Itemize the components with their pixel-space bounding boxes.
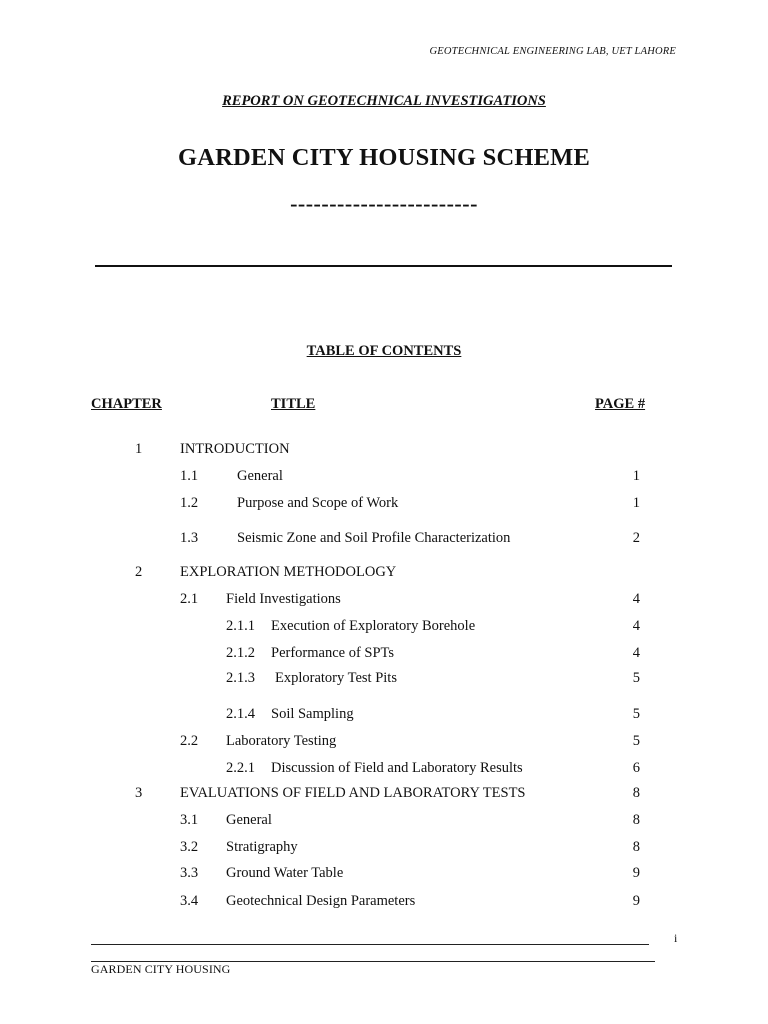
- toc-entry-title: INTRODUCTION: [180, 441, 290, 457]
- toc-column-chapter: CHAPTER: [91, 396, 162, 412]
- toc-entry-title: Ground Water Table: [226, 865, 344, 881]
- toc-entry-number: 2: [135, 564, 143, 580]
- toc-entry-number: 3.2: [180, 839, 199, 855]
- toc-entry-title: EVALUATIONS OF FIELD AND LABORATORY TESTS: [180, 785, 526, 801]
- toc-entry-title: Soil Sampling: [271, 706, 354, 722]
- toc-entry-number: 2.1.4: [226, 706, 255, 722]
- toc-entry-page: 8: [632, 839, 640, 855]
- toc-entry-number: 3.3: [180, 865, 199, 881]
- toc-entry-title: Stratigraphy: [226, 839, 298, 855]
- toc-entry-page: 1: [632, 468, 640, 484]
- toc-entry-number: 3.4: [180, 893, 199, 909]
- toc-column-page: PAGE #: [595, 396, 646, 412]
- toc-entry[interactable]: [0, 643, 768, 663]
- toc-entry[interactable]: [0, 616, 768, 636]
- toc-entry[interactable]: [0, 589, 768, 609]
- page-number: i: [674, 931, 678, 945]
- toc-entry-title: Seismic Zone and Soil Profile Characterization: [237, 530, 511, 546]
- toc-entry-number: 3: [135, 785, 143, 801]
- toc-entry[interactable]: [0, 704, 768, 724]
- toc-entry-number: 2.2.1: [226, 760, 255, 776]
- toc-entry-page: 8: [632, 785, 640, 801]
- toc-entry-page: 8: [632, 812, 640, 828]
- title-divider-line: [95, 265, 672, 267]
- toc-entry-page: 1: [632, 495, 640, 511]
- toc-entry-title: Discussion of Field and Laboratory Results: [271, 760, 523, 776]
- toc-heading: TABLE OF CONTENTS: [306, 343, 462, 359]
- toc-entry-title: Field Investigations: [226, 591, 341, 607]
- toc-entry-number: 1: [135, 441, 143, 457]
- toc-entry-title: Performance of SPTs: [271, 645, 395, 661]
- toc-entry-title: Execution of Exploratory Borehole: [271, 618, 476, 634]
- toc-entry[interactable]: [0, 466, 768, 486]
- toc-entry[interactable]: [0, 731, 768, 751]
- toc-column-title: TITLE: [271, 396, 316, 412]
- toc-entry-number: 2.1.3: [226, 670, 255, 686]
- footer-rule-upper: [91, 944, 649, 945]
- toc-entry[interactable]: [0, 439, 768, 459]
- toc-entry-number: 2.1.1: [226, 618, 255, 634]
- toc-entry-number: 2.1.2: [226, 645, 255, 661]
- toc-entry-title: General: [226, 812, 272, 828]
- toc-entry[interactable]: [0, 810, 768, 830]
- toc-entry-number: 3.1: [180, 812, 199, 828]
- toc-entry[interactable]: [0, 493, 768, 513]
- toc-entry-title: Laboratory Testing: [226, 733, 337, 749]
- toc-entry-page: 5: [632, 733, 640, 749]
- toc-entry-page: 4: [632, 591, 640, 607]
- footer-document-name: GARDEN CITY HOUSING: [91, 962, 231, 976]
- toc-entry-page: 5: [632, 670, 640, 686]
- toc-entry-page: 9: [632, 865, 640, 881]
- toc-entry-number: 1.3: [180, 530, 199, 546]
- toc-entry[interactable]: [0, 758, 768, 778]
- toc-entry-number: 2.1: [180, 591, 199, 607]
- toc-entry-page: 2: [632, 530, 640, 546]
- header-lab-name: GEOTECHNICAL ENGINEERING LAB, UET LAHORE: [429, 46, 676, 57]
- toc-entry[interactable]: [0, 783, 768, 803]
- toc-entry[interactable]: [0, 891, 768, 911]
- toc-entry[interactable]: [0, 863, 768, 883]
- toc-entry-title: Exploratory Test Pits: [275, 670, 397, 686]
- title-dash-separator: ------------------------: [290, 191, 478, 216]
- toc-entry-number: 1.2: [180, 495, 199, 511]
- toc-entry-page: 6: [632, 760, 640, 776]
- document-title: GARDEN CITY HOUSING SCHEME: [178, 144, 590, 171]
- toc-entry[interactable]: [0, 837, 768, 857]
- toc-entry[interactable]: [0, 528, 768, 548]
- toc-entry-page: 5: [632, 706, 640, 722]
- toc-entry-number: 2.2: [180, 733, 199, 749]
- toc-entry-page: 4: [632, 645, 640, 661]
- toc-entry-number: 1.1: [180, 468, 199, 484]
- toc-entry-page: 9: [632, 893, 640, 909]
- toc-entry[interactable]: [0, 668, 768, 688]
- report-title: REPORT ON GEOTECHNICAL INVESTIGATIONS: [222, 93, 546, 109]
- toc-entry-page: 4: [632, 618, 640, 634]
- toc-entry-title: Purpose and Scope of Work: [237, 495, 399, 511]
- toc-entry-title: General: [237, 468, 283, 484]
- toc-entry-title: EXPLORATION METHODOLOGY: [180, 564, 397, 580]
- toc-entry-title: Geotechnical Design Parameters: [226, 893, 416, 909]
- toc-entry[interactable]: [0, 562, 768, 582]
